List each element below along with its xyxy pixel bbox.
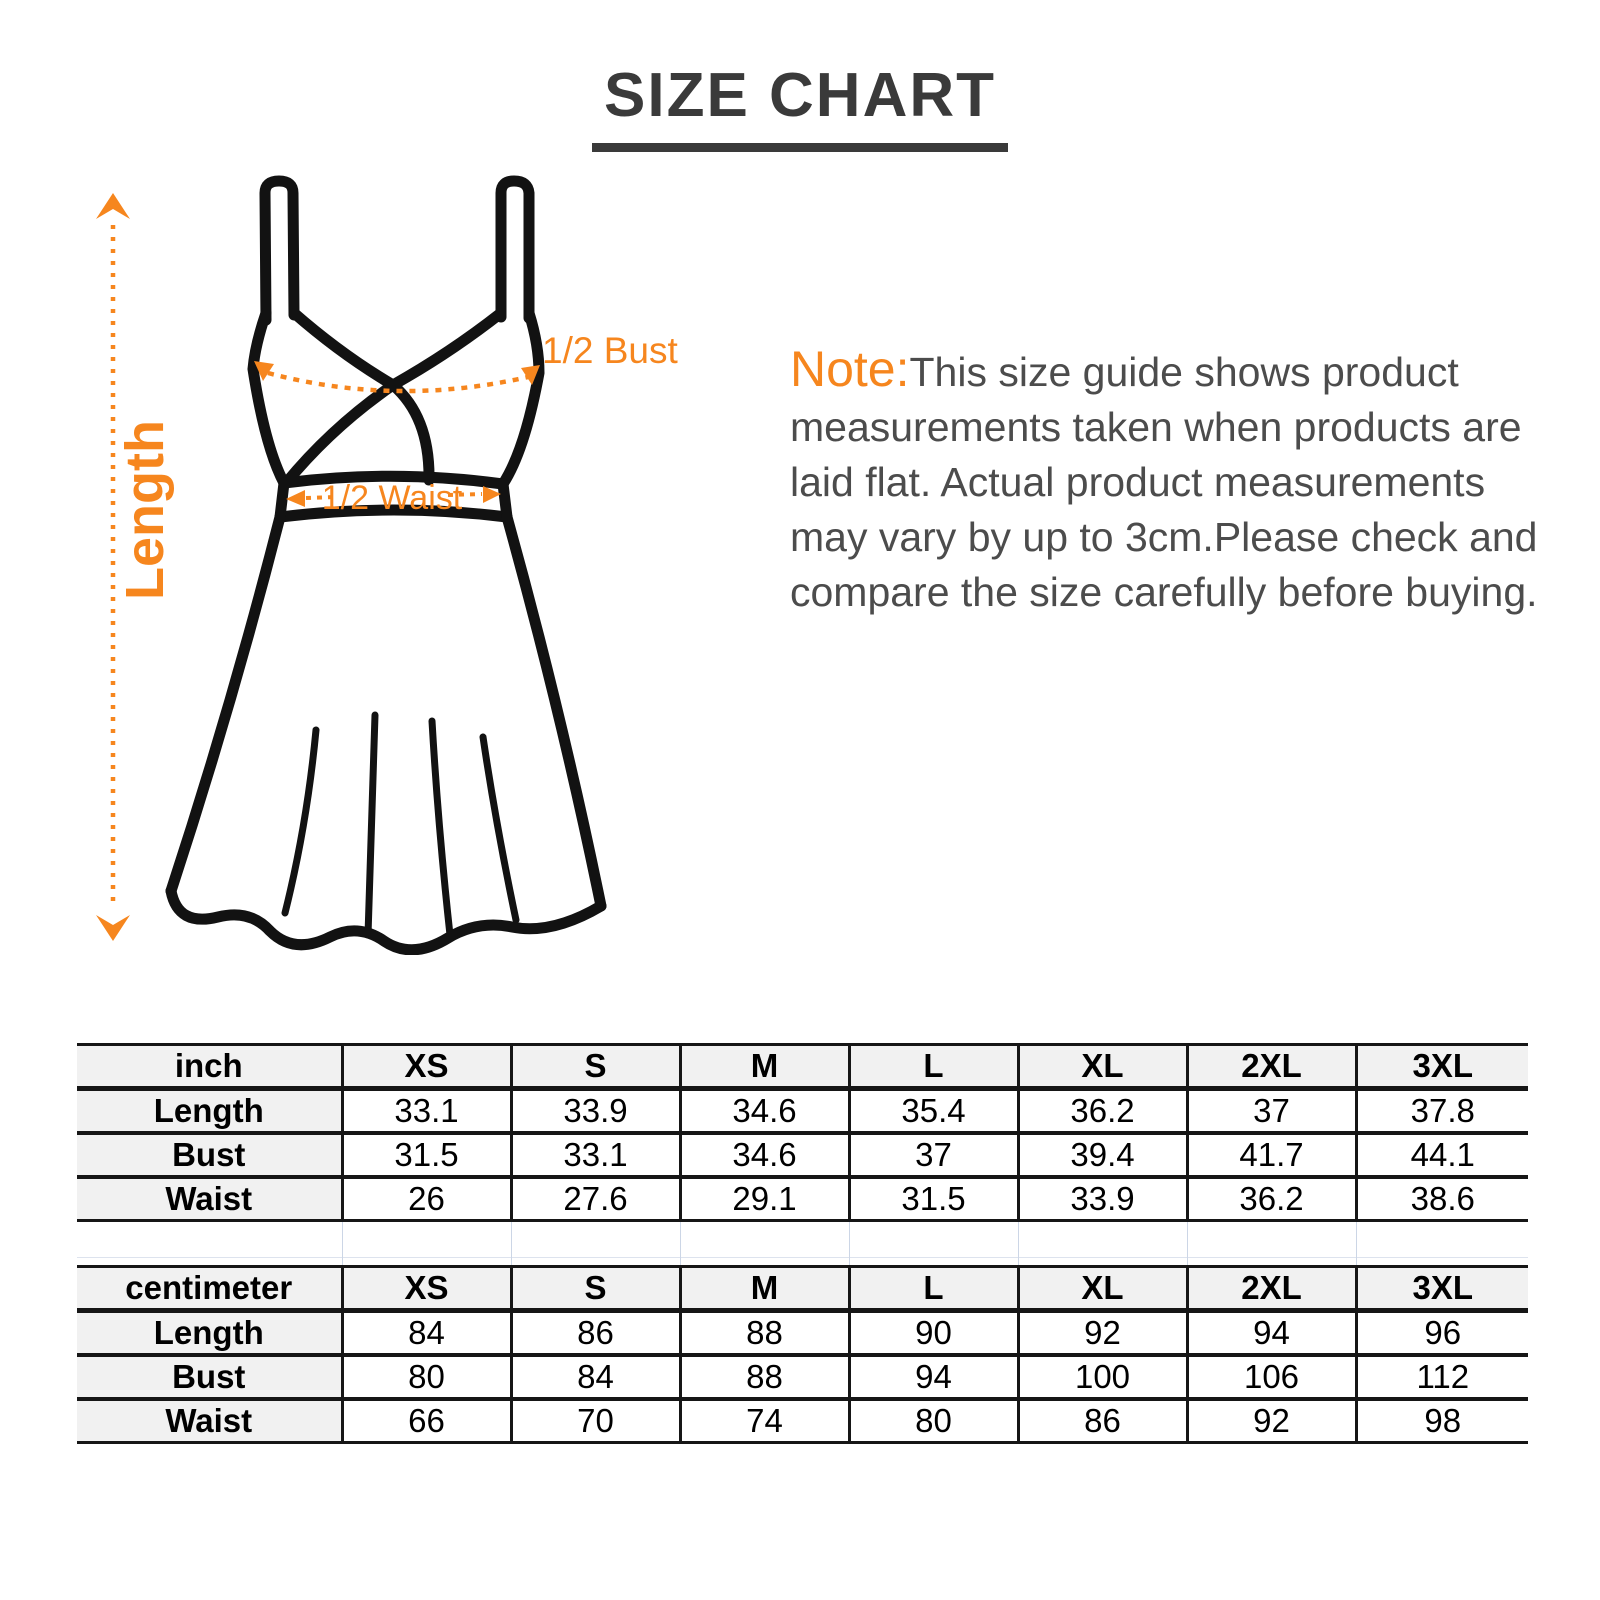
- measurement-value-cell: 84: [511, 1355, 680, 1399]
- measurement-value-cell: 36.2: [1018, 1089, 1187, 1134]
- bust-label: 1/2 Bust: [542, 330, 678, 371]
- measurement-value-cell: 96: [1356, 1311, 1528, 1356]
- size-header-cell: M: [680, 1045, 849, 1089]
- measurement-label-cell: Bust: [77, 1355, 342, 1399]
- measurement-value-cell: 34.6: [680, 1133, 849, 1177]
- page-title: SIZE CHART: [592, 60, 1008, 152]
- size-header-cell: XL: [1018, 1045, 1187, 1089]
- unit-header-cell: inch: [77, 1045, 342, 1089]
- measurement-value-cell: 106: [1187, 1355, 1356, 1399]
- table-gap-cell: [1018, 1221, 1187, 1267]
- table-gap-cell: [77, 1221, 342, 1267]
- dress-measurement-diagram: [80, 165, 700, 955]
- measurement-value-cell: 41.7: [1187, 1133, 1356, 1177]
- length-label: Length: [115, 420, 175, 600]
- measurement-row-bust: [77, 1133, 1528, 1177]
- dress-outline-drawing: [80, 165, 700, 955]
- table-gap-cell: [511, 1221, 680, 1267]
- size-header-cell: S: [511, 1267, 680, 1311]
- measurement-value-cell: 88: [680, 1311, 849, 1356]
- measurement-value-cell: 80: [342, 1355, 511, 1399]
- size-header-cell: S: [511, 1045, 680, 1089]
- size-header-cell: 2XL: [1187, 1267, 1356, 1311]
- measurement-row-length: [77, 1311, 1528, 1356]
- size-header-cell: M: [680, 1267, 849, 1311]
- measurement-value-cell: 92: [1187, 1399, 1356, 1443]
- size-header-cell: 3XL: [1356, 1045, 1528, 1089]
- measurement-value-cell: 94: [849, 1355, 1018, 1399]
- measurement-value-cell: 84: [342, 1311, 511, 1356]
- measurement-value-cell: 94: [1187, 1311, 1356, 1356]
- measurement-label-cell: Waist: [77, 1399, 342, 1443]
- measurement-value-cell: 86: [511, 1311, 680, 1356]
- measurement-row-waist: [77, 1399, 1528, 1443]
- measurement-value-cell: 35.4: [849, 1089, 1018, 1134]
- table-gap-cell: [849, 1221, 1018, 1267]
- measurement-value-cell: 100: [1018, 1355, 1187, 1399]
- measurement-value-cell: 92: [1018, 1311, 1187, 1356]
- size-header-cell: XL: [1018, 1267, 1187, 1311]
- measurement-value-cell: 29.1: [680, 1177, 849, 1221]
- measurement-value-cell: 70: [511, 1399, 680, 1443]
- note-prefix: Note:: [790, 341, 910, 397]
- measurement-value-cell: 44.1: [1356, 1133, 1528, 1177]
- measurement-value-cell: 39.4: [1018, 1133, 1187, 1177]
- measurement-label-cell: Length: [77, 1311, 342, 1356]
- waist-label: 1/2 Waist: [321, 479, 463, 517]
- measurement-value-cell: 33.1: [511, 1133, 680, 1177]
- table-gap-cell: [1356, 1221, 1528, 1267]
- size-header-cell: 2XL: [1187, 1045, 1356, 1089]
- size-header-cell: L: [849, 1267, 1018, 1311]
- note-line-4: may vary by up to 3cm.Please check and: [790, 514, 1538, 560]
- measurement-value-cell: 98: [1356, 1399, 1528, 1443]
- dress-outline: [171, 181, 601, 950]
- table-gap-row: [77, 1221, 1528, 1267]
- measurement-row-length: [77, 1089, 1528, 1134]
- measurement-value-cell: 88: [680, 1355, 849, 1399]
- measurement-value-cell: 37.8: [1356, 1089, 1528, 1134]
- size-header-cell: XS: [342, 1045, 511, 1089]
- measurement-value-cell: 74: [680, 1399, 849, 1443]
- measurement-value-cell: 37: [849, 1133, 1018, 1177]
- measurement-value-cell: 33.9: [1018, 1177, 1187, 1221]
- measurement-value-cell: 66: [342, 1399, 511, 1443]
- measurement-row-waist: [77, 1177, 1528, 1221]
- note-line-2: measurements taken when products are: [790, 404, 1522, 450]
- table-gap-cell: [1187, 1221, 1356, 1267]
- size-table: [77, 1043, 1528, 1444]
- note-line-3: laid flat. Actual product measurements: [790, 459, 1486, 505]
- size-header-cell: XS: [342, 1267, 511, 1311]
- measurement-value-cell: 37: [1187, 1089, 1356, 1134]
- measurement-label-cell: Bust: [77, 1133, 342, 1177]
- measurement-value-cell: 34.6: [680, 1089, 849, 1134]
- measurement-value-cell: 38.6: [1356, 1177, 1528, 1221]
- note-line-5: compare the size carefully before buying.: [790, 569, 1538, 615]
- skirt-pleat-lines: [285, 715, 516, 935]
- measurement-value-cell: 112: [1356, 1355, 1528, 1399]
- measurement-value-cell: 31.5: [849, 1177, 1018, 1221]
- measurement-value-cell: 80: [849, 1399, 1018, 1443]
- table-gap-cell: [680, 1221, 849, 1267]
- unit-header-cell: centimeter: [77, 1267, 342, 1311]
- measurement-label-cell: Waist: [77, 1177, 342, 1221]
- unit-header-row-inch: [77, 1045, 1528, 1089]
- unit-header-row-centimeter: [77, 1267, 1528, 1311]
- measurement-value-cell: 33.9: [511, 1089, 680, 1134]
- measurement-value-cell: 26: [342, 1177, 511, 1221]
- measurement-row-bust: [77, 1355, 1528, 1399]
- measurement-value-cell: 86: [1018, 1399, 1187, 1443]
- measurement-value-cell: 31.5: [342, 1133, 511, 1177]
- measurement-value-cell: 90: [849, 1311, 1018, 1356]
- measurement-label-cell: Length: [77, 1089, 342, 1134]
- size-header-cell: 3XL: [1356, 1267, 1528, 1311]
- measurement-value-cell: 33.1: [342, 1089, 511, 1134]
- size-tables-section: [77, 1043, 1528, 1444]
- size-header-cell: L: [849, 1045, 1018, 1089]
- note-paragraph: [790, 342, 1540, 620]
- measurement-value-cell: 36.2: [1187, 1177, 1356, 1221]
- measurement-value-cell: 27.6: [511, 1177, 680, 1221]
- table-gap-cell: [342, 1221, 511, 1267]
- note-line-1: This size guide shows product: [909, 349, 1459, 395]
